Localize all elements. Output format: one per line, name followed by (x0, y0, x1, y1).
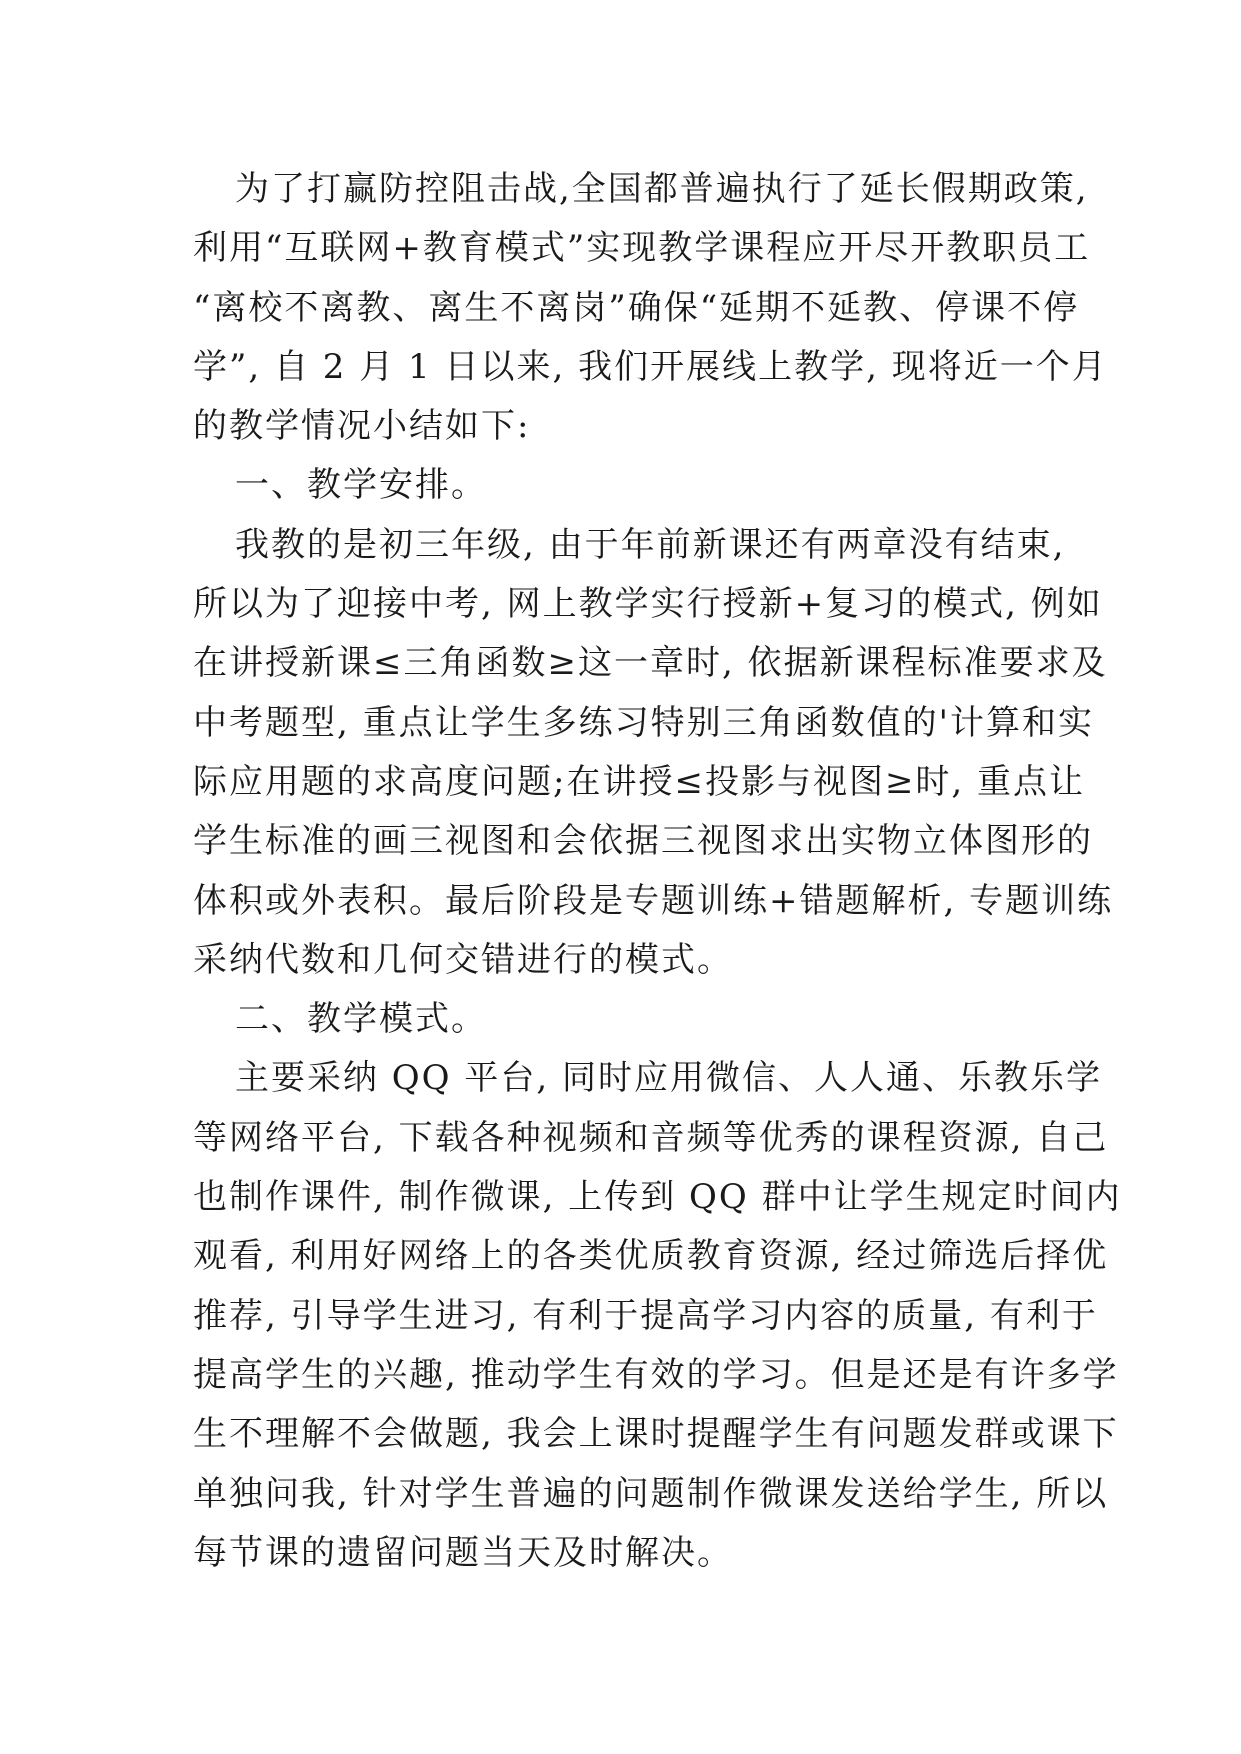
text-line: 主要采纳 QQ 平台, 同时应用微信、人人通、乐教乐学 (235, 1058, 1102, 1099)
text-line: 际应用题的求高度问题;在讲授≤投影与视图≥时, 重点让 (193, 761, 1086, 802)
text-line: 学”, 自 2 月 1 日以来, 我们开展线上教学, 现将近一个月 (193, 346, 1108, 387)
text-line: 中考题型, 重点让学生多练习特别三角函数值的'计算和实 (193, 702, 1094, 743)
text-line: 的教学情况小结如下: (193, 406, 531, 447)
text-line: 采纳代数和几何交错进行的模式。 (193, 939, 733, 980)
text-line: 也制作课件, 制作微课, 上传到 QQ 群中让学生规定时间内 (193, 1177, 1122, 1218)
text-line: 学生标准的画三视图和会依据三视图求出实物立体图形的 (193, 821, 1093, 862)
text-line: 在讲授新课≤三角函数≥这一章时, 依据新课程标准要求及 (193, 643, 1108, 684)
body-text (193, 160, 1122, 1583)
text-line: 单独问我, 针对学生普遍的问题制作微课发送给学生, 所以 (193, 1473, 1109, 1514)
text-line: 观看, 利用好网络上的各类优质教育资源, 经过筛选后择优 (193, 1236, 1109, 1277)
text-line: 等网络平台, 下载各种视频和音频等优秀的课程资源, 自己 (193, 1117, 1109, 1158)
text-line: 推荐, 引导学生进习, 有利于提高学习内容的质量, 有利于 (193, 1295, 1098, 1336)
text-line: 提高学生的兴趣, 推动学生有效的学习。但是还是有许多学 (193, 1354, 1119, 1395)
text-line: 所以为了迎接中考, 网上教学实行授新+复习的模式, 例如 (193, 584, 1103, 625)
text-line: 我教的是初三年级, 由于年前新课还有两章没有结束, (235, 524, 1066, 565)
text-line: “离校不离教、离生不离岗”确保“延期不延教、停课不停 (193, 287, 1080, 328)
text-line: 为了打赢防控阻击战,全国都普遍执行了延长假期政策, (235, 169, 1089, 209)
text-line: 利用“互联网+教育模式”实现教学课程应开尽开教职员工 (193, 228, 1091, 269)
section-heading-arrangement: 一、教学安排。 (235, 465, 487, 506)
text-line: 体积或外表积。最后阶段是专题训练+错题解析, 专题训练 (193, 880, 1114, 921)
text-line: 生不理解不会做题, 我会上课时提醒学生有问题发群或课下 (193, 1414, 1119, 1455)
text-line: 每节课的遗留问题当天及时解决。 (193, 1532, 733, 1573)
section-heading-mode: 二、教学模式。 (235, 999, 487, 1040)
